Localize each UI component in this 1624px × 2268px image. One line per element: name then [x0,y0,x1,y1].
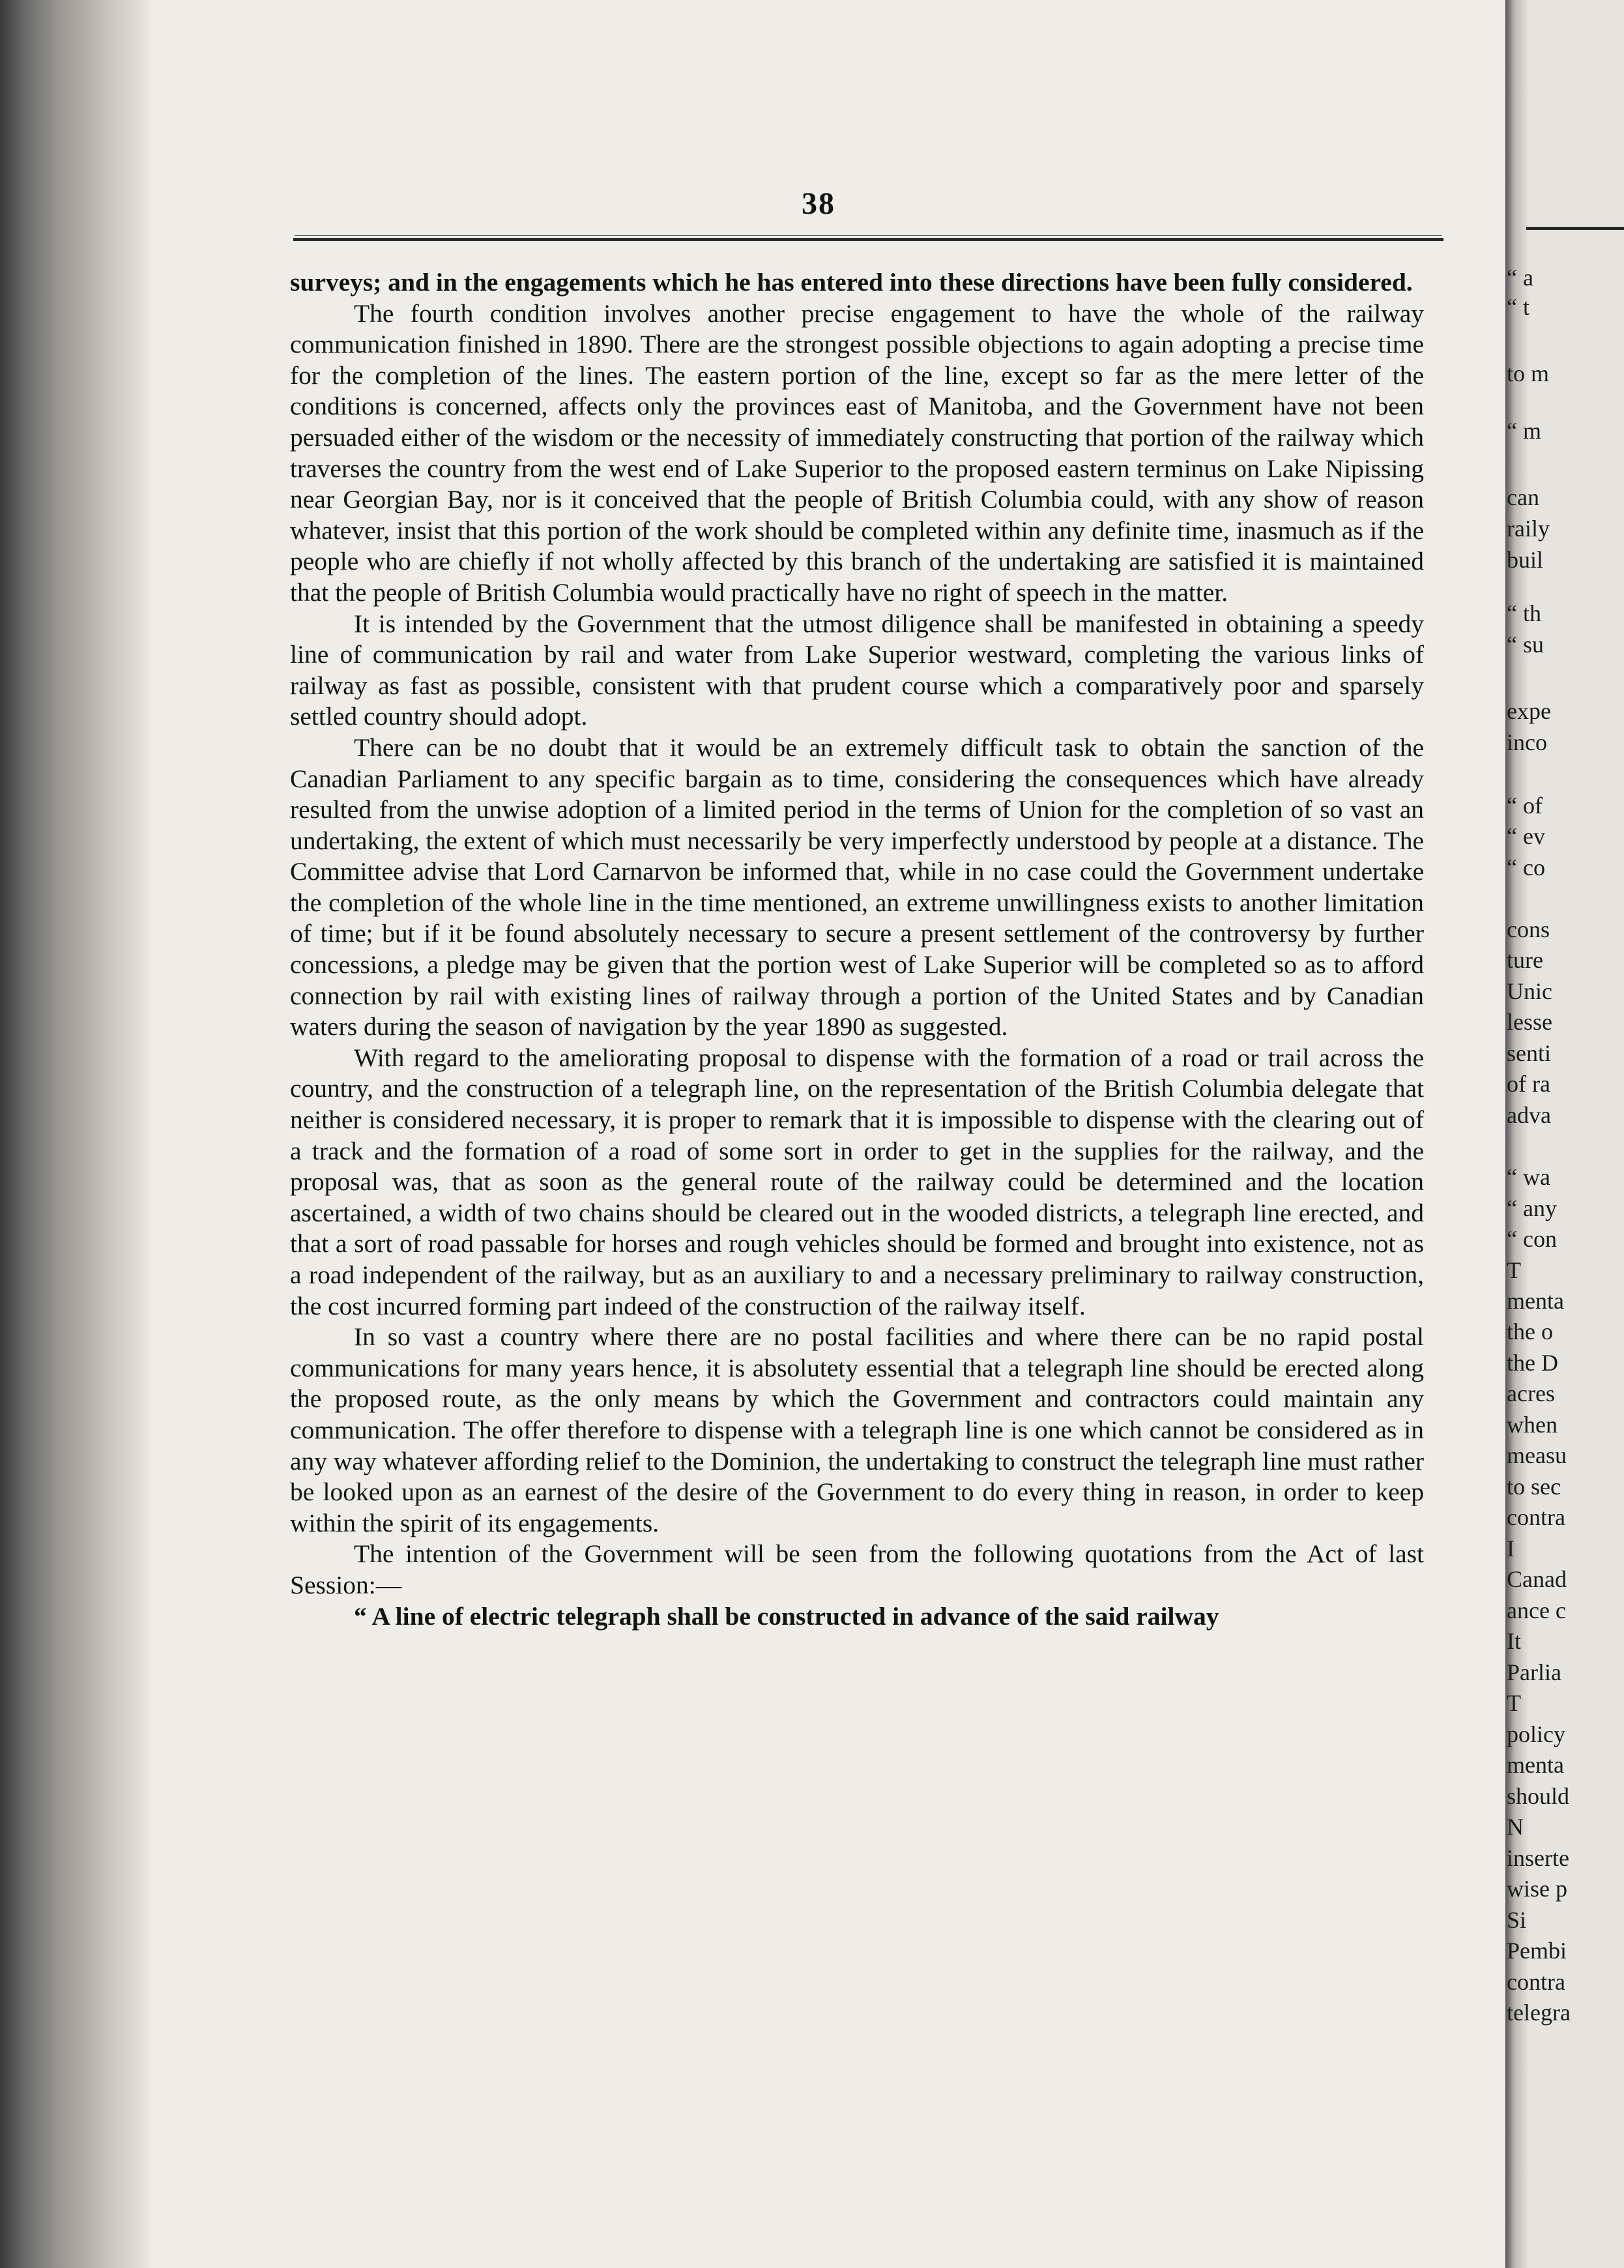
adjacent-page-fragment: buil [1507,547,1544,573]
adjacent-header-rule [1526,227,1624,230]
adjacent-page-fragment: measu [1507,1442,1567,1468]
body-text [290,267,1424,1632]
adjacent-page-fragment: the o [1507,1318,1553,1345]
paragraph: With regard to the ameliorating proposal to dispense with the formation of a road or trail across the country, and the construction of a telegraph line, on the representation of the British Columbia delegate that neither is considered necessary, it is proper to remark that it is impossible to dispense with the clearing out of a track and the formation of a road of some sort in order to get in the supplies for the railway, and the proposal was, that as soon as the general route of the railway could be determined and the location ascertained, a width of two chains should be cleared out in the wooded districts, a telegraph line erected, and that a sort of road passable for horses and rough vehicles should be formed and brought into existence, not as a road independent of the railway, but as an auxiliary to and a necessary preliminary to railway construction, the cost incurred forming part indeed of the construction of the railway itself. [290,1043,1424,1320]
adjacent-page-fragment: inserte [1507,1845,1569,1871]
paragraph: The fourth condition involves another precise engagement to have the whole of the railway communication finished in 1890. There are the strongest possible objections to again adopting a precise time for the completion of the lines. The eastern portion of the line, except so far as the mere letter of the conditions is concerned, affects only the provinces east of Manitoba, and the Government have not been persuaded either of the wisdom or the necessity of immediately constructing that portion of the railway which traverses the country from the west end of Lake Superior to the proposed eastern terminus on Lake Nipissing near Georgian Bay, nor is it conceived that the people of British Columbia could, with any show of reason whatever, insist that this portion of the work should be completed within any definite time, inasmuch as if the people who are chiefly if not wholly affected by this branch of the undertaking are satisfied it is maintained that the people of British Columbia would practically have no right of speech in the matter. [290,298,1424,607]
adjacent-page-fragment: the D [1507,1350,1558,1376]
adjacent-page-fragment: “ th [1507,600,1541,626]
adjacent-page-fragment: Unic [1507,978,1552,1004]
adjacent-page-fragment: “ con [1507,1226,1557,1252]
adjacent-page-fragment: menta [1507,1752,1564,1778]
adjacent-page-fragment: of ra [1507,1071,1550,1097]
adjacent-page-fragment: T [1507,1257,1521,1283]
adjacent-page-fragment: Canad [1507,1566,1567,1592]
paragraph: “ A line of electric telegraph shall be constructed in advance of the said railway [354,1601,1219,1631]
adjacent-page-fragment: can [1507,484,1539,510]
adjacent-page-fragment: I [1507,1535,1515,1562]
adjacent-page-fragment: adva [1507,1102,1551,1128]
adjacent-page-fragment: T [1507,1690,1521,1716]
adjacent-page-fragment: “ wa [1507,1164,1550,1190]
adjacent-page-fragment: ture [1507,947,1543,973]
adjacent-page-fragment: Pembi [1507,1938,1567,1964]
paragraph: It is intended by the Government that the utmost diligence shall be manifested in obtaining a speedy line of communication by rail and water from Lake Superior westward, completing the various links of railway as fast as possible, consistent with that prudent course which a comparatively poor and sparsely settled country should adopt. [290,609,1424,731]
paragraph: surveys; and in the engagements which he has entered into these directions have been fully considered. [290,268,1413,297]
adjacent-page-fragment: Parlia [1507,1659,1561,1685]
page-number: 38 [802,186,835,221]
adjacent-page-fragment: Si [1507,1907,1527,1933]
adjacent-page-fragment: ance c [1507,1597,1566,1623]
adjacent-page-fragment: “ t [1507,294,1530,320]
adjacent-page-fragment: to sec [1507,1474,1561,1500]
adjacent-page-fragment: lesse [1507,1009,1552,1035]
adjacent-page-fragment: senti [1507,1040,1551,1066]
adjacent-page-fragment: policy [1507,1721,1565,1747]
adjacent-page-fragment: when [1507,1412,1558,1438]
binding-gutter [0,0,150,2268]
header-rule [293,238,1443,241]
adjacent-page-fragment: contra [1507,1504,1565,1530]
adjacent-page-fragment: should [1507,1783,1570,1809]
adjacent-page-fragment: “ m [1507,418,1541,444]
adjacent-page-fragment: “ ev [1507,823,1545,849]
adjacent-page-fragment: inco [1507,729,1547,755]
adjacent-page-fragment: acres [1507,1380,1555,1406]
paragraph: There can be no doubt that it would be an extremely difficult task to obtain the sanction of the Canadian Parliament to any specific bargain as to time, considering the consequences which have already resulted from the unwise adoption of a limited period in the terms of Union for the completion of so vast an undertaking, the extent of which must necessarily be very imperfectly understood by people at a distance. The Committee advise that Lord Carnarvon be informed that, while in no case could the Government undertake the completion of the whole line in the time mentioned, an extreme unwillingness exists to another limitation of time; but if it be found absolutely necessary to secure a present settlement of the controversy by further concessions, a pledge may be given that the portion west of Lake Superior will be completed so as to afford connection by rail with existing lines of railway through a portion of the United States and by Canadian waters during the season of navigation by the year 1890 as suggested. [290,733,1424,1041]
adjacent-page-fragment: contra [1507,1969,1565,1995]
paragraph: In so vast a country where there are no postal facilities and where there can be no rapid postal communications for many years hence, it is absolutety essential that a telegraph line should be erected along the proposed route, as the only means by which the Government and contractors could maintain any communication. The offer therefore to dispense with a telegraph line is one which cannot be considered as in any way whatever affording relief to the Dominion, the undertaking to construct the telegraph line must rather be looked upon as an earnest of the desire of the Government to do every thing in reason, in order to keep within the spirit of its engagements. [290,1322,1425,1537]
adjacent-page-fragment: “ su [1507,632,1544,658]
adjacent-page-fragment: to m [1507,360,1550,386]
adjacent-page-fragment: “ a [1507,265,1533,291]
adjacent-page-fragment: “ of [1507,792,1543,819]
adjacent-page-fragment: raily [1507,516,1550,542]
adjacent-page-fragment: expe [1507,698,1551,724]
adjacent-page-fragment: menta [1507,1288,1564,1314]
adjacent-page-fragment: cons [1507,916,1550,942]
adjacent-page-fragment: telegra [1507,1999,1571,2026]
adjacent-page-fragment: It [1507,1628,1521,1654]
paragraph: The intention of the Government will be seen from the following quotations from the Act of last Session:— [290,1539,1424,1599]
adjacent-page-fragment: N [1507,1814,1524,1840]
adjacent-page-edge [1505,0,1624,2268]
adjacent-page-fragment: “ any [1507,1195,1557,1221]
adjacent-page-fragment: “ co [1507,854,1545,880]
adjacent-page-fragment: wise p [1507,1876,1567,1902]
